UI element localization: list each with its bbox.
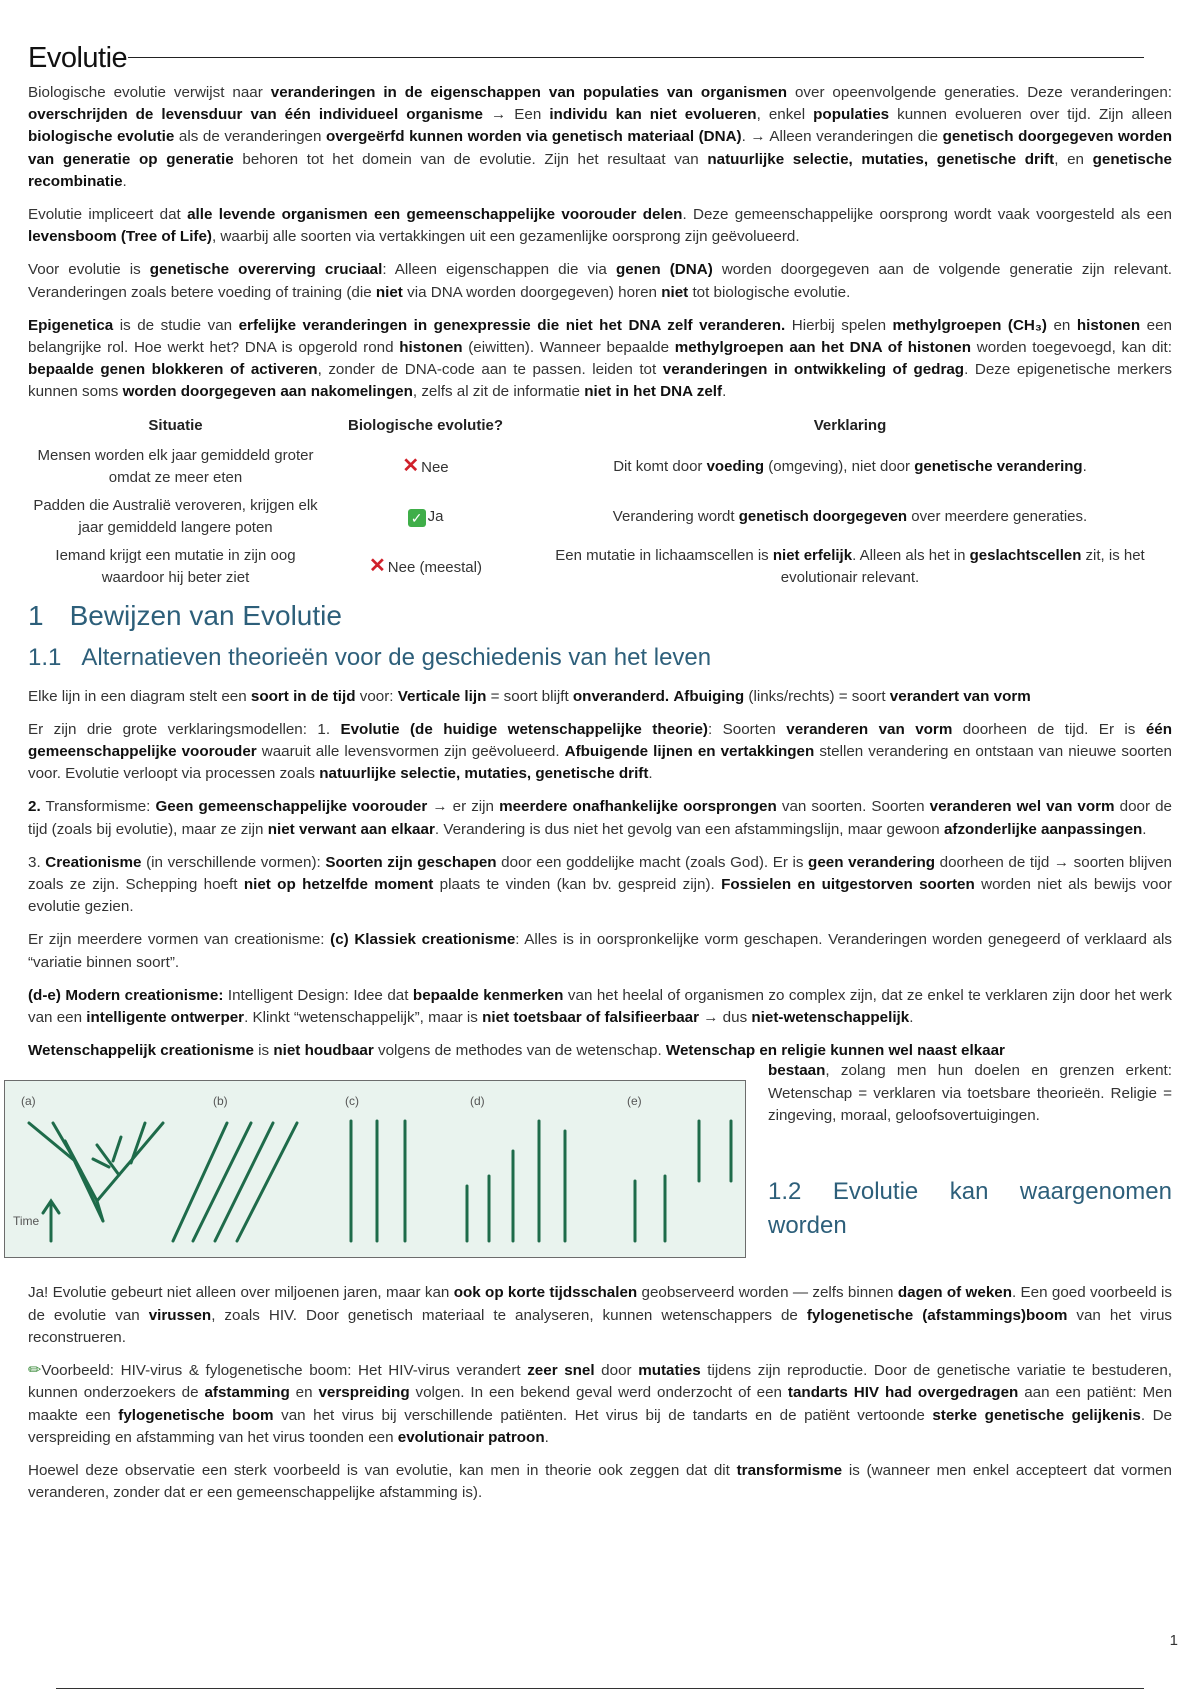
answer-text: Nee (meestal) <box>387 558 482 576</box>
intro-paragraph-3: Voor evolutie is genetische overerving cruciaal: Alleen eigenschappen die via genen (DNA) worden doorgegeven aan de volgende generatie zijn relevant. Veranderingen zoals betere voeding of training (die niet via DNA worden doorgegeven) horen niet tot biologische evolutie. <box>28 261 1173 301</box>
footer-rule <box>56 1688 1144 1689</box>
panel-label-b: (b) <box>213 1094 228 1109</box>
evolution-situation-table <box>28 415 1172 592</box>
document-page <box>13 40 1173 1515</box>
explanation-cell: Een mutatie in lichaamscellen is niet erfelijk. Alleen als het in geslachtscellen zit, is het evolutionair relevant. <box>555 546 1145 586</box>
intro-paragraph-2: Evolutie impliceert dat alle levende organismen een gemeenschappelijke voorouder delen. Deze gemeenschappelijke oorsprong wordt vaak voorgesteld als een levensboom (Tree of Life), waarbij alle soorten via vertakkingen uit een gezamenlijke oorsprong zijn geëvolueerd. <box>28 206 1172 246</box>
situation-cell: Mensen worden elk jaar gemiddeld groter omdat ze meer eten <box>37 446 314 486</box>
explanation-cell: Dit komt door voeding (omgeving), niet door genetische verandering. <box>613 457 1087 475</box>
answer-cell <box>323 542 528 592</box>
evolution-models-figure <box>4 1080 746 1258</box>
time-arrow-icon <box>43 1201 59 1241</box>
section-number: 1 <box>28 599 44 631</box>
title-rule <box>128 57 1144 58</box>
header-situatie: Situatie <box>148 416 203 434</box>
situation-cell: Padden die Australië veroveren, krijgen elk jaar gemiddeld langere poten <box>33 496 318 536</box>
document-title: Evolutie <box>28 42 128 74</box>
header-verklaring: Verklaring <box>813 416 887 434</box>
sidebar-paragraph: bestaan, zolang men hun doelen en grenzen erkent: Wetenschap = verklaren via toetsbare theorieën. Religie = zingeving, moraal, geloofsovertuigingen. <box>768 1062 1172 1124</box>
section-1-1-paragraph-2: Er zijn drie grote verklaringsmodellen: 1. Evolutie (de huidige wetenschappelijke theorie): Soorten veranderen van vorm doorheen de tijd. Er is één gemeenschappelijke voorouder waaruit alle levensvormen zijn geëvolueerd. Afbuigende lijnen en vertakkingen stellen verandering en ontstaan van nieuwe soorten voor. Evolutie verloopt via processen zoals natuurlijke selectie, mutaties, genetische drift. <box>28 720 1173 783</box>
section-title: Bewijzen van Evolutie <box>69 599 342 631</box>
section-1-1-paragraph-4: 3. Creationisme (in verschillende vormen): Soorten zijn geschapen door een goddelijke macht (zoals God). Er is geen verandering doorheen de tijd → soorten blijven zoals ze zijn. Schepping hoeft niet op hetzelfde moment plaats te vinden (kan bv. gespreid zijn). Fossielen en uitgestorven soorten worden niet als bewijs voor evolutie gezien. <box>28 853 1172 916</box>
figure-sidebar <box>768 1060 1172 1257</box>
section-number: 1.1 <box>28 643 62 671</box>
panel-b-transformism-lines <box>173 1123 297 1241</box>
example-text: Voorbeeld: HIV-virus & fylogenetische boom: Het HIV-virus verandert zeer snel door mutaties tijdens zijn reproductie. Door de genetische variatie te bestuderen, kunnen onderzoekers de afstamming en verspreiding volgen. In een bekend geval werd onderzocht of een tandarts HIV had overgedragen aan een patiënt: Men maakte een fylogenetische boom van het virus bij verschillende patiënten. Het virus bij de tandarts en de patiënt vertoonde sterke genetische gelijkenis. De verspreiding en afstamming van het virus toonden een evolutionair patroon. <box>28 1362 1173 1446</box>
table-header-row <box>28 415 1172 442</box>
header-evolutie: Biologische evolutie? <box>347 416 504 434</box>
section-1-1-heading <box>28 644 1172 672</box>
intro-paragraph-1: Biologische evolutie verwijst naar veranderingen in de eigenschappen van populaties van organismen over opeenvolgende generaties. Deze veranderingen: overschrijden de levensduur van één individueel organisme → Een individu kan niet evolueren, enkel populaties kunnen evolueren over tijd. Zijn alleen biologische evolutie als de veranderingen overgeërfd kunnen worden via genetisch materiaal (DNA). → Alleen veranderingen die genetisch doorgegeven worden van generatie op generatie behoren tot het domein van de evolutie. Zijn het resultaat van natuurlijke selectie, mutaties, genetische drift, en genetische recombinatie. <box>28 84 1173 190</box>
table-row <box>28 492 1172 542</box>
panel-label-a: (a) <box>21 1094 36 1109</box>
cross-icon: ✕ <box>369 554 386 577</box>
section-1-1-paragraph-1: Elke lijn in een diagram stelt een soort in de tijd voor: Verticale lijn = soort blijft onveranderd. Afbuiging (links/rechts) = soort verandert van vorm <box>28 687 1031 705</box>
section-1-1-paragraph-5: Er zijn meerdere vormen van creationisme: (c) Klassiek creationisme: Alles is in oorspronkelijke vorm geschapen. Veranderingen worden genegeerd of verklaard als “variatie binnen soort”. <box>28 931 1172 971</box>
cross-icon: ✕ <box>402 454 420 477</box>
section-1-2-paragraph-1: Ja! Evolutie gebeurt niet alleen over miljoenen jaren, maar kan ook op korte tijdsschalen geobserveerd worden — zelfs binnen dagen of weken. Een goed voorbeeld is de evolutie van virussen, zoals HIV. Door genetisch materiaal te analyseren, kunnen wetenschappers de fylogenetische (afstammings)boom van het virus reconstrueren. <box>28 1284 1173 1346</box>
table-row <box>28 542 1172 592</box>
section-1-1-paragraph-7: Wetenschappelijk creationisme is niet houdbaar volgens de methodes van de wetenschap. Wetenschap en religie kunnen wel naast elkaar <box>28 1042 1005 1060</box>
section-number: 1.2 <box>768 1178 802 1206</box>
situation-cell: Iemand krijgt een mutatie in zijn oog waardoor hij beter ziet <box>55 546 296 586</box>
answer-text: Nee <box>421 458 449 476</box>
panel-label-c: (c) <box>345 1094 359 1109</box>
check-icon: ✓ <box>408 509 426 527</box>
pencil-icon: ✏ <box>28 1362 42 1380</box>
table-row <box>28 442 1172 492</box>
panel-label-d: (d) <box>470 1094 485 1109</box>
answer-cell <box>323 442 528 492</box>
title-row <box>28 40 1172 82</box>
section-title: Evolutie kan waargenomen worden <box>768 1178 1172 1240</box>
section-1-1-paragraph-3: 2. Transformisme: Geen gemeenschappelijke voorouder → er zijn meerdere onafhankelijke oorsprongen van soorten. Soorten veranderen wel van vorm door de tijd (zoals bij evolutie), maar ze zijn niet verwant aan elkaar. Verandering is dus niet het gevolg van een afstammingslijn, maar gewoon afzonderlijke aanpassingen. <box>28 798 1173 838</box>
answer-cell <box>323 492 528 542</box>
section-title: Alternatieven theorieën voor de geschiedenis van het leven <box>81 643 712 671</box>
section-1-heading <box>28 600 1172 632</box>
panel-e-creation-lines <box>635 1121 731 1241</box>
evolution-diagram <box>5 1081 744 1256</box>
panel-label-e: (e) <box>627 1094 642 1109</box>
section-1-2-paragraph-2 <box>28 1360 1172 1449</box>
panel-c-classic-creationism-lines <box>351 1121 405 1241</box>
intro-paragraph-4: Epigenetica is de studie van erfelijke veranderingen in genexpressie die niet het DNA zelf veranderen. Hierbij spelen methylgroepen (CH₃) en histonen een belangrijke rol. Hoe werkt het? DNA is opgerold rond histonen (eiwitten). Wanneer bepaalde methylgroepen aan het DNA of histonen worden toegevoegd, kan dit: bepaalde genen blokkeren of activeren, zonder de DNA-code aan te passen. leiden tot veranderingen in ontwikkeling of gedrag. Deze epigenetische merkers kunnen soms worden doorgegeven aan nakomelingen, zelfs al zit de informatie niet in het DNA zelf. <box>28 316 1172 401</box>
explanation-cell: Verandering wordt genetisch doorgegeven over meerdere generaties. <box>612 507 1088 525</box>
figure-and-sidebar <box>13 1060 1172 1276</box>
answer-text: Ja <box>427 507 444 525</box>
page-number: 1 <box>1169 1632 1178 1649</box>
section-1-2-paragraph-3: Hoewel deze observatie een sterk voorbeeld is van evolutie, kan men in theorie ook zeggen dat dit transformisme is (wanneer men enkel accepteert dat vormen veranderen, zonder dat er een gemeenschappelijke afstamming is). <box>28 1461 1172 1502</box>
section-1-2-heading <box>768 1175 1172 1243</box>
time-axis-label: Time <box>13 1214 40 1229</box>
panel-d-creation-lines <box>467 1121 565 1241</box>
section-1-1-paragraph-6: (d-e) Modern creationisme: Intelligent Design: Idee dat bepaalde kenmerken van het heelal of organismen zo complex zijn, dat ze enkel te verklaren zijn door het werk van een intelligente ontwerper. Klinkt “wetenschappelijk”, maar is niet toetsbaar of falsifieerbaar → dus niet-wetenschappelijk. <box>28 986 1173 1027</box>
